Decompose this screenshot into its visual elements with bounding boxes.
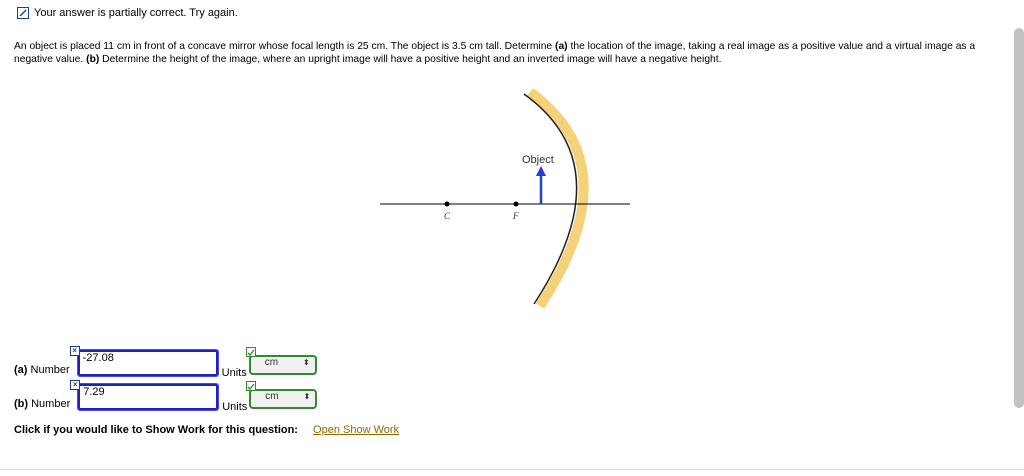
select-arrows-icon: ⬍ [303,391,311,401]
partial-correct-icon [17,7,29,19]
focal-point [514,202,519,207]
focal-label: F [513,211,519,221]
footer [0,469,1024,476]
part-b-label: (b) Number [14,398,71,410]
question-part-1: An object is placed 11 cm in front of a concave mirror whose focal length is 25 cm. The object is 3.5 cm tall. Determine [14,41,556,52]
question-text [14,40,994,66]
part-b-units-label: Units [222,401,248,413]
question-a-tag: (a) [555,41,568,52]
select-arrows-icon: ⬍ [303,357,310,367]
mirror-diagram [370,86,640,316]
question-part-3: Determine the height of the image, where an upright image will have a positive height and an inverted image will have a negative height. [99,54,722,65]
center-point [445,202,450,207]
status-text: Your answer is partially correct. Try again. [34,7,238,19]
part-a-label: (a) Number [14,364,70,376]
question-b-tag: (b) [86,54,100,65]
part-a-row [14,346,317,379]
part-b-row [14,380,317,413]
part-b-number-input[interactable] [78,384,218,410]
object-arrowhead [536,166,546,176]
part-b-unit-select[interactable] [249,389,317,409]
incorrect-icon: × [70,346,80,356]
part-a-unit-select[interactable] [249,355,317,375]
open-show-work-link[interactable]: Open Show Work [313,424,400,436]
part-b-field [72,382,218,410]
incorrect-icon: × [70,380,80,390]
show-work-row [14,424,399,436]
correct-check-icon [246,347,256,357]
part-a-field [72,348,218,376]
answer-status [17,7,238,19]
question-part-2: the location of the image, taking a real image as a positive value and a virtual image as a negative value. [14,41,976,65]
object-label: Object [522,154,554,166]
part-a-unit-field [249,351,317,375]
part-b-unit-value: cm [265,390,279,402]
part-a-unit-value: cm [264,356,279,368]
part-a-number-input[interactable] [78,350,218,376]
part-b-unit-field [249,385,317,409]
correct-check-icon [246,381,256,391]
show-work-prompt: Click if you would like to Show Work for this question: [14,424,298,436]
vertical-scrollbar[interactable] [1014,28,1024,408]
center-label: C [444,211,451,221]
part-a-units-label: Units [221,367,247,379]
